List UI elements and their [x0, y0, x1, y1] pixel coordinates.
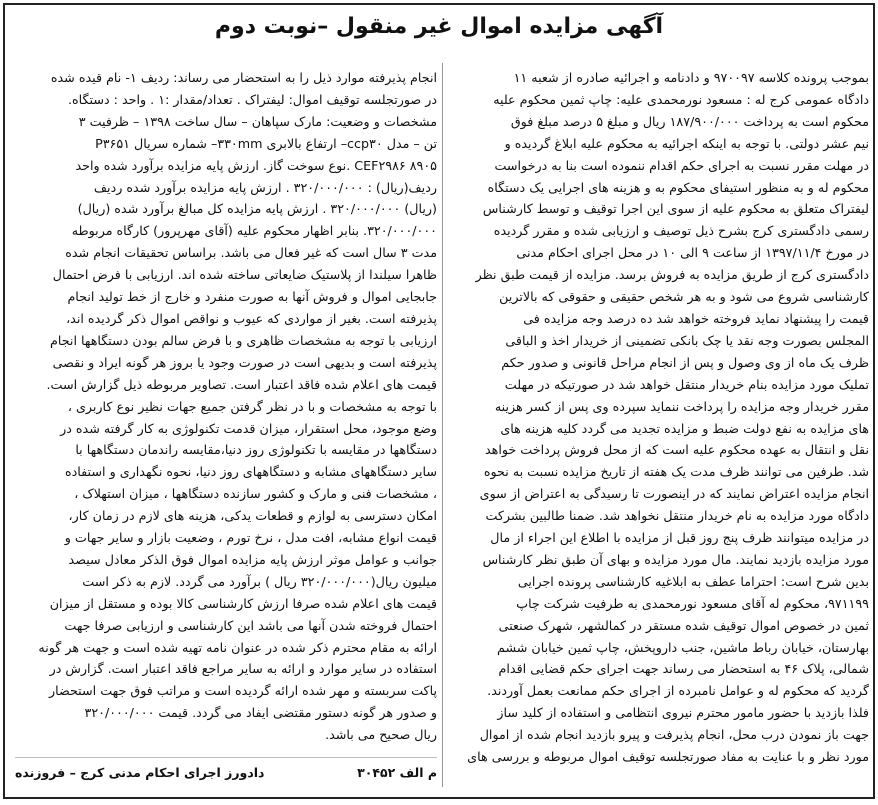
notice-code: م الف ۳۰۴۵۲	[357, 765, 437, 780]
notice-column-right: بموجب پرونده کلاسه ۹۷۰۰۹۷ و دادنامه و اجرائیه صادره از شعبه ۱۱ دادگاه عمومی کرج له : مسعود نورمحمدی علیه: چاپ ثمین محکوم علیه محکوم است به پرداخت ۱۸۷/۹۰۰/۰۰۰ ریال و مبلغ ۵ درصد مبلغ فوق نیم عشر دولتی. با توجه به اینکه اجرائیه به محکوم علیه ابلاغ گردیده و در مهلت مقرر نسبت به اجرای حکم اقدام ننموده است بنا به درخواست محکوم له و به منظور استیفای محکوم به و هزینه های اجرایی یک دستگاه لیفتراک متعلق به محکوم علیه از سوی این اجرا توقیف و توسط کارشناس رسمی دادگستری کرج بشرح ذیل توصیف و ارزیابی شده و مقرر گردیده در مورخ ۱۳۹۷/۱۱/۴ از ساعت ۹ الی ۱۰ در محل اجرای احکام مدنی دادگستری کرج از طریق مزایده به فروش برسد. مزایده از قیمت طبق نظر کارشناسی شروع می شود و به هر شخص حقیقی و حقوقی که بالاترین قیمت را پیشنهاد نماید فروخته خواهد شد ده درصد وجه مزایده فی المجلس بصورت وجه نقد یا چک بانکی تضمینی از خریدار اخذ و الباقی ظرف یک ماه از وی وصول و پس از انجام مراحل قانونی و صدور حکم تملیک مورد مزایده بنام خریدار منتقل خواهد شد در صورتیکه در مهلت مقرر خریدار وجه مزایده را پرداخت ننماید سپرده وی پس از کسر هزینه های مزایده به نفع دولت ضبط و مزایده تجدید می گردد کلیه هزینه های نقل و انتقال به عهده محکوم علیه است که از محل فروش پرداخت خواهد شد. طرفین می توانند ظرف مدت یک هفته از تاریخ مزایده نسبت به نحوه انجام مزایده اعتراض نمایند که در اینصورت تا رسیدگی به اعتراض از سوی دادگاه مورد مزایده به نام خریدار منتقل نخواهد شد. ضمنا طالبین بشرکت در مزایده میتوانند ظرف پنج روز قبل از مزایده با اطلاع این اجراء از مال مورد مزایده بازدید نمایند. مال مورد مزایده و بهای آن طبق نظر کارشناس بدین شرح است: احتراما عطف به ابلاغیه کارشناسی پرونده اجرایی ۹۷۱۱۹۹، محکوم له آقای مسعود نورمحمدی به طرفیت شرکت چاپ ثمین در خصوص اموال توقیف شده مستقر در کمالشهر، شهرک صنعتی بهارستان، خیابان رباط ماشین، جنب داروپخش، چاپ ثمین خیابان ششم شمالی، پلاک ۴۶ به استحضار می رساند جهت اجرای حکم قضایی اقدام گردید که محکوم له و عوامل نامبرده از اجرای حکم ممانعت بعمل آوردند. فلذا بازدید با حضور مامور محترم نیروی انتظامی و استفاده از کلید ساز جهت باز نمودن درب محل، انجام پذیرفت و پیرو بازدید انجام شده از اموال مورد نظر و با عنایت به مفاد صورتجلسه توقیف اموال مربوطه و بررسی های	[467, 70, 869, 765]
legal-notice	[3, 3, 875, 799]
notice-signature: دادورز اجرای احکام مدنی کرج – فروزنده	[15, 765, 265, 780]
notice-title: آگهی مزایده اموال غیر منقول –نوبت دوم	[214, 14, 664, 39]
notice-footer	[15, 757, 437, 784]
column-divider	[442, 63, 443, 787]
notice-column-left: انجام پذیرفته موارد ذیل را به استحضار می رساند: ردیف ۱- نام قیده شده در صورتجلسه توقیف اموال: لیفتراک . تعداد/مقدار :۱ . واحد : دستگاه. مشخصات و وضعیت: مارک سپاهان – سال ساخت ۱۳۹۸ – ظرفیت ۳ تن – مدل ccp۳۰– ارتفاع بالابری ۳۳۰mm– شماره سریال P۳۶۵۱ CEF۲۹۸۶ ۸۹۰۵ .نوع سوخت گاز. ارزش پایه مزایده برآورد شده واحد ردیف(ریال) : ۳۲۰/۰۰۰/۰۰۰ . ارزش پایه مزایده برآورد شده ردیف (ریال) ۳۲۰/۰۰۰/۰۰۰ . ارزش پایه مزایده کل مبالغ برآورد شده (ریال) ۳۲۰/۰۰۰/۰۰۰. بنابر اظهار محکوم علیه (آقای مهرپرور) کارگاه مربوطه مدت ۳ سال است که غیر فعال می باشد. براساس تحقیقات انجام شده ظاهرا سیلندا از پلاستیک ضایعاتی ساخته شده اند. ارزیابی با فرض احتمال جابجایی اموال و فروش آنها به صورت منفرد و خارج از خط تولید انجام پذیرفته است. بغیر از مواردی که عیوب و نواقص اموال ذکر گردیده اند، ارزیابی با توجه به مشخصات ظاهری و با فرض سالم بودن دستگاهها انجام پذیرفته است و بدیهی است در صورت وجود یا بروز هر گونه ایراد و نقصی قیمت های اعلام شده فاقد اعتبار است. تصاویر مربوطه ذیل گزارش است. با توجه به مشخصات و با در نظر گرفتن جمیع جهات نظیر نوع کاربری ، وضع موجود، محل استقرار، میزان قدمت تکنولوژی به کار گرفته شده در دستگاهها در مقایسه با تکنولوژی روز دنیا،مقایسه راندمان دستگاهها با سایر دستگاههای مشابه و دستگاههای روز دنیا، نحوه نگهداری و استفاده ، مشخصات فنی و مارک و کشور سازنده دستگاهها ، میزان استهلاک ، امکان دسترسی به لوازم و قطعات یدکی، هزینه های لازم در زمان کار، قیمت انواع مشابه، افت مدل ، نرخ تورم ، وضعیت بازار و سایر جهات و جوانب و عوامل موثر ارزش پایه مزایده اموال فوق الذکر معادل سیصد میلیون ریال(۳۲۰/۰۰۰/۰۰۰ ریال ) برآورد می گردد. لازم به ذکر است قیمت های اعلام شده صرفا ارزش کارشناسی کالا بوده و مستقل از میزان احتمال فروخته شدن آنها می باشد این کارشناسی و ارزیابی صرفا جهت ارائه به مقام محترم ذکر شده در عنوان نامه تهیه شده است و جهت هر گونه استفاده در سایر موارد و ارائه به سایر مراجع فاقد اعتبار است. گزارش در پاکت سربسته و مهر شده ارائه گردیده است و مراتب فوق جهت استحضار و صدور هر گونه دستور مقتضی ایفاد می گردد. قیمت ۳۲۰/۰۰۰/۰۰۰ ریال صحیح می باشد.	[38, 70, 437, 743]
